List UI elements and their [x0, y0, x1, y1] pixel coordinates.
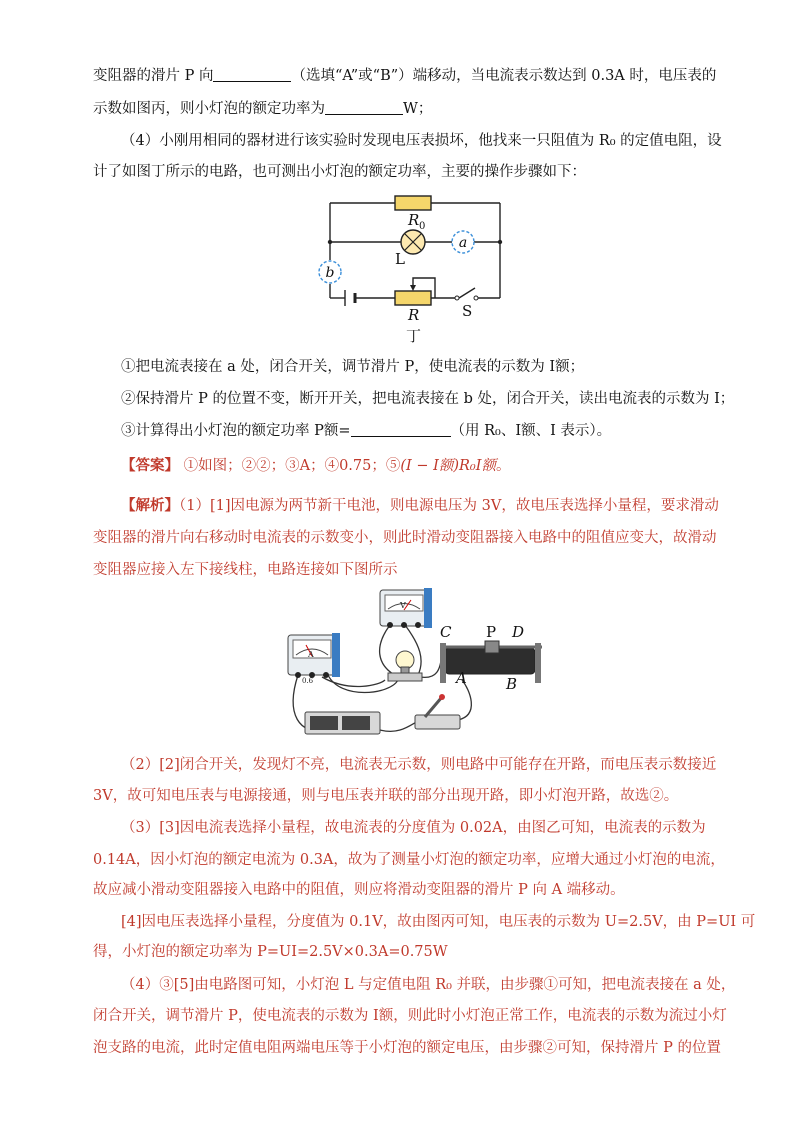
analysis-p4-line-1: [4]因电压表选择小量程，分度值为 0.1V，故由图丙可知，电压表的示数为 U=2.5V，由 P=UI 可	[121, 914, 756, 930]
ammeter-scale: 0.6	[302, 677, 314, 685]
answer-text: ①如图；②②；③A；④0.75；⑤	[183, 458, 401, 474]
rheostat-label: R	[408, 306, 420, 324]
analysis-p3-line-1: （3）[3]因电流表选择小量程，故电流表的分度值为 0.02A，由图乙可知，电流表的示数为	[121, 820, 706, 836]
analysis-p5-line-3: 泡支路的电流，此时定值电阻两端电压等于小灯泡的额定电压，由步骤②可知，保持滑片 P 的位置	[93, 1040, 721, 1056]
voltmeter-letter: V	[400, 601, 406, 610]
blank-power[interactable]	[325, 100, 403, 115]
blank-direction[interactable]	[213, 67, 291, 82]
q3-line-2	[93, 99, 702, 119]
q3-line-1	[93, 66, 717, 86]
junction-dot-right	[498, 240, 502, 244]
answer-line	[121, 456, 702, 476]
circuit-caption: 丁	[406, 327, 422, 345]
analysis-p1-text-1: （1）[1]因电源为两节新干电池，则电源电压为 3V，故电压表选择小量程，要求滑动	[179, 498, 719, 514]
ammeter-letter: A	[308, 650, 314, 659]
analysis-p3-line-3: 故应减小滑动变阻器接入电路中的阻值，则应将滑动变阻器的滑片 P 向 A 端移动。	[93, 882, 625, 898]
q3-text-b: （选填“A”或“B”）端移动，当电流表示数达到 0.3A 时，电压表的	[291, 68, 717, 84]
analysis-p3-line-2: 0.14A，因小灯泡的额定电流为 0.3A，故为了测量小灯泡的额定功率，应增大通过小灯泡的电流，	[93, 852, 725, 868]
answer-end: 。	[495, 458, 511, 474]
terminal-b-label: B	[506, 675, 518, 693]
analysis-p4-line-2: 得，小灯泡的额定功率为 P=UI=2.5V×0.3A=0.75W	[93, 944, 448, 960]
step-3	[121, 421, 702, 441]
ammeter-icon	[288, 633, 340, 678]
analysis-p2-line-2: 3V，故可知电压表与电源接通，则与电压表并联的部分出现开路，即小灯泡开路，故选②。	[93, 788, 679, 804]
answer-formula: (I − I额)R₀I额	[400, 458, 496, 474]
analysis-p1-line-3: 变阻器应接入左下接线柱，电路连接如下图所示	[93, 562, 398, 578]
switch-contact-right	[474, 296, 478, 300]
step-1: ①把电流表接在 a 处，闭合开关，调节滑片 P，使电流表的示数为 I额；	[121, 359, 585, 375]
answer-tag: 【答案】	[121, 457, 179, 474]
analysis-p1-line-1	[121, 496, 719, 516]
junction-dot-left	[328, 240, 332, 244]
analysis-p1-line-2: 变阻器的滑片向右移动时电流表的示数变小，则此时滑动变阻器接入电路中的阻值应变大，故滑动	[93, 530, 717, 546]
r0-subscript: 0	[419, 221, 426, 232]
analysis-p2-line-1: （2）[2]闭合开关，发现灯不亮，电流表无示数，则电路中可能存在开路，而电压表示数接近	[121, 757, 717, 773]
slider-arrow-icon	[410, 285, 416, 291]
q3-text-c: 示数如图丙，则小灯泡的额定功率为	[93, 101, 325, 117]
battery-holder-icon	[305, 712, 380, 734]
apparatus-photo	[280, 585, 550, 740]
step-3-text-b: （用 R₀、I额、I 表示）。	[450, 423, 612, 439]
analysis-p5-line-1: （4）③[5]由电路图可知，小灯泡 L 与定值电阻 R₀ 并联，由步骤①可知，把电流表接在 a 处，	[121, 977, 736, 993]
analysis-p5-line-2: 闭合开关，调节滑片 P，使电流表的示数为 I额，则此时小灯泡正常工作，电流表的示数为流过小灯	[93, 1008, 727, 1024]
lamp-label: L	[395, 250, 405, 268]
analysis-tag: 【解析】	[121, 497, 179, 514]
q3-text-a: 变阻器的滑片 P 向	[93, 68, 214, 84]
q4-line-1: （4）小刚用相同的器材进行该实验时发现电压表损坏，他找来一只阻值为 R₀ 的定值电阻，设	[121, 133, 722, 149]
switch-contact-left	[455, 296, 459, 300]
circuit-diagram	[315, 190, 515, 350]
step-3-text-a: ③计算得出小灯泡的额定功率 P额=	[121, 423, 351, 439]
terminal-c-label: C	[440, 623, 452, 641]
r0-label: R	[408, 211, 420, 229]
slider-p-label: P	[486, 623, 497, 641]
blank-formula[interactable]	[351, 422, 451, 437]
switch-label: S	[462, 302, 473, 320]
meter-b-label: b	[325, 265, 335, 281]
terminal-a-label: A	[456, 669, 467, 687]
voltmeter-icon	[380, 588, 432, 628]
q3-text-d: W；	[403, 101, 433, 117]
terminal-d-label: D	[512, 623, 525, 641]
meter-a-label: a	[458, 235, 468, 251]
bulb-icon	[388, 651, 422, 681]
knife-switch-icon	[415, 694, 460, 729]
step-2: ②保持滑片 P 的位置不变，断开开关，把电流表接在 b 处，闭合开关，读出电流表的示数为 I；	[121, 391, 735, 407]
q4-line-2: 计了如图丁所示的电路，也可测出小灯泡的额定功率，主要的操作步骤如下：	[93, 164, 586, 180]
